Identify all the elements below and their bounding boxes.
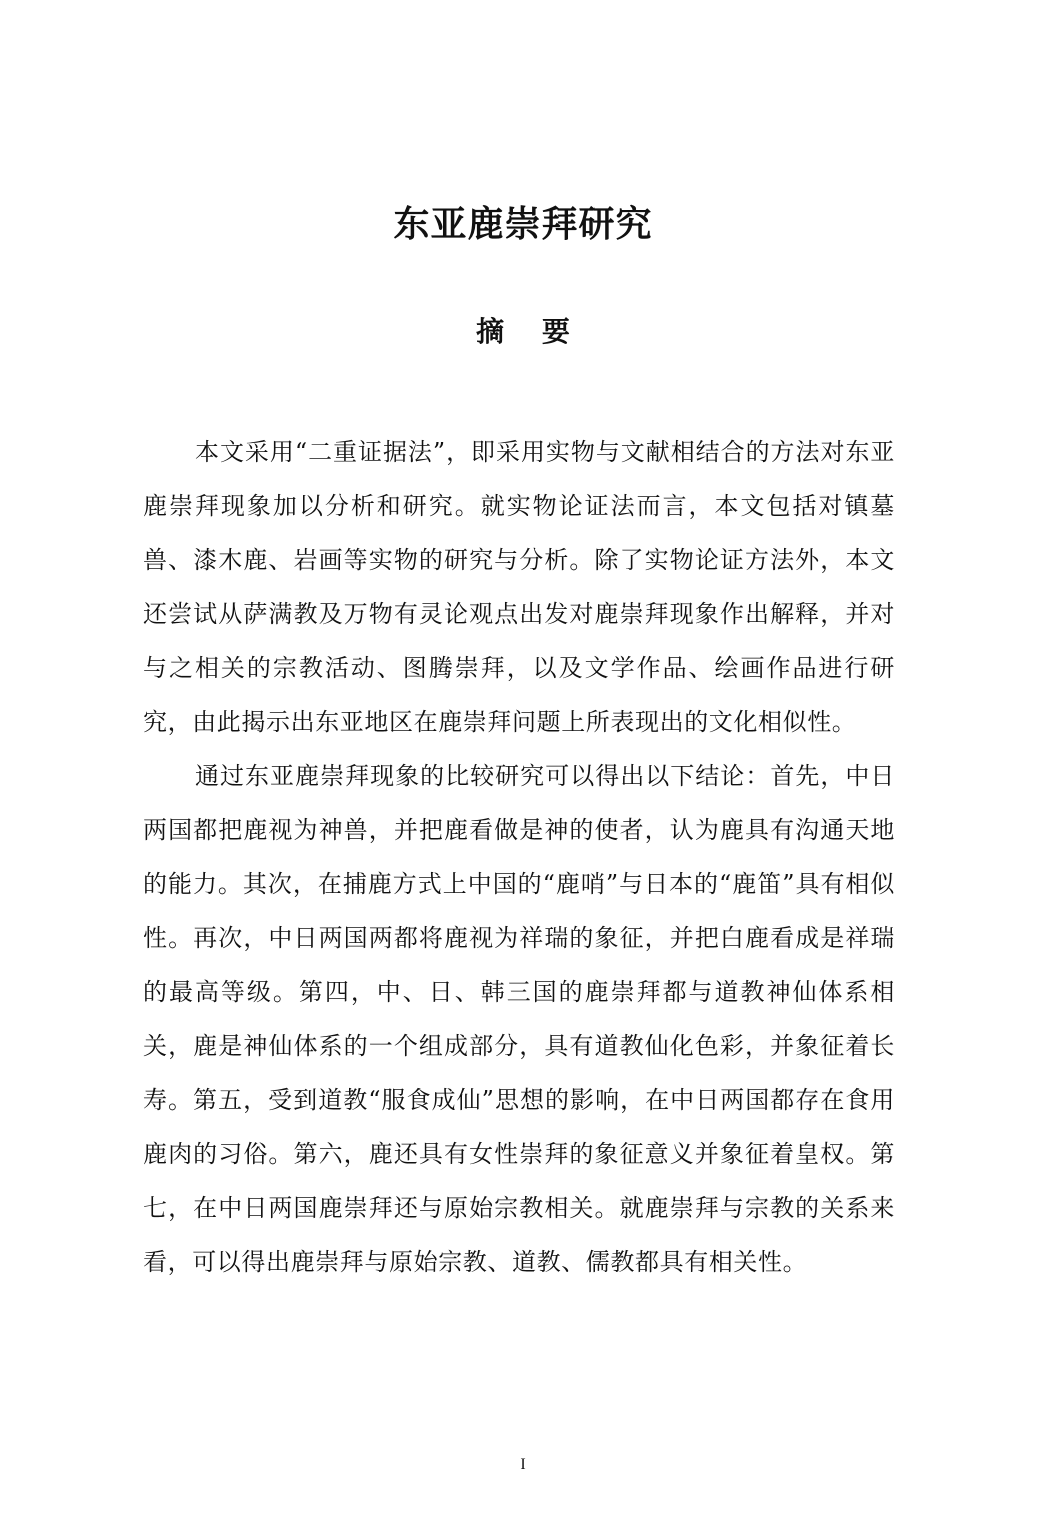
abstract-paragraph-1: 本文采用“二重证据法”，即采用实物与文献相结合的方法对东亚鹿崇拜现象加以分析和研究。就实物论证法而言，本文包括对镇墓兽、漆木鹿、岩画等实物的研究与分析。除了实物论证方法外，本文还尝试从萨满教及万物有灵论观点出发对鹿崇拜现象作出解释，并对与之相关的宗教活动、图腾崇拜，以及文学作品、绘画作品进行研究，由此揭示出东亚地区在鹿崇拜问题上所表现出的文化相似性。 [143, 438, 895, 736]
abstract-paragraph-2: 通过东亚鹿崇拜现象的比较研究可以得出以下结论：首先，中日两国都把鹿视为神兽，并把鹿看做是神的使者，认为鹿具有沟通天地的能力。其次，在捕鹿方式上中国的“鹿哨”与日本的“鹿笛”具有相似性。再次，中日两国两都将鹿视为祥瑞的象征，并把白鹿看成是祥瑞的最高等级。第四，中、日、韩三国的鹿崇拜都与道教神仙体系相关，鹿是神仙体系的一个组成部分，具有道教仙化色彩，并象征着长寿。第五，受到道教“服食成仙”思想的影响，在中日两国都存在食用鹿肉的习俗。第六，鹿还具有女性崇拜的象征意义并象征着皇权。第七，在中日两国鹿崇拜还与原始宗教相关。就鹿崇拜与宗教的关系来看，可以得出鹿崇拜与原始宗教、道教、儒教都具有相关性。 [143, 762, 895, 1276]
page-title: 东亚鹿崇拜研究 [393, 204, 653, 245]
abstract-heading: 摘 要 [476, 315, 584, 348]
page-number: I [520, 1456, 526, 1473]
abstract-body [143, 425, 895, 1289]
